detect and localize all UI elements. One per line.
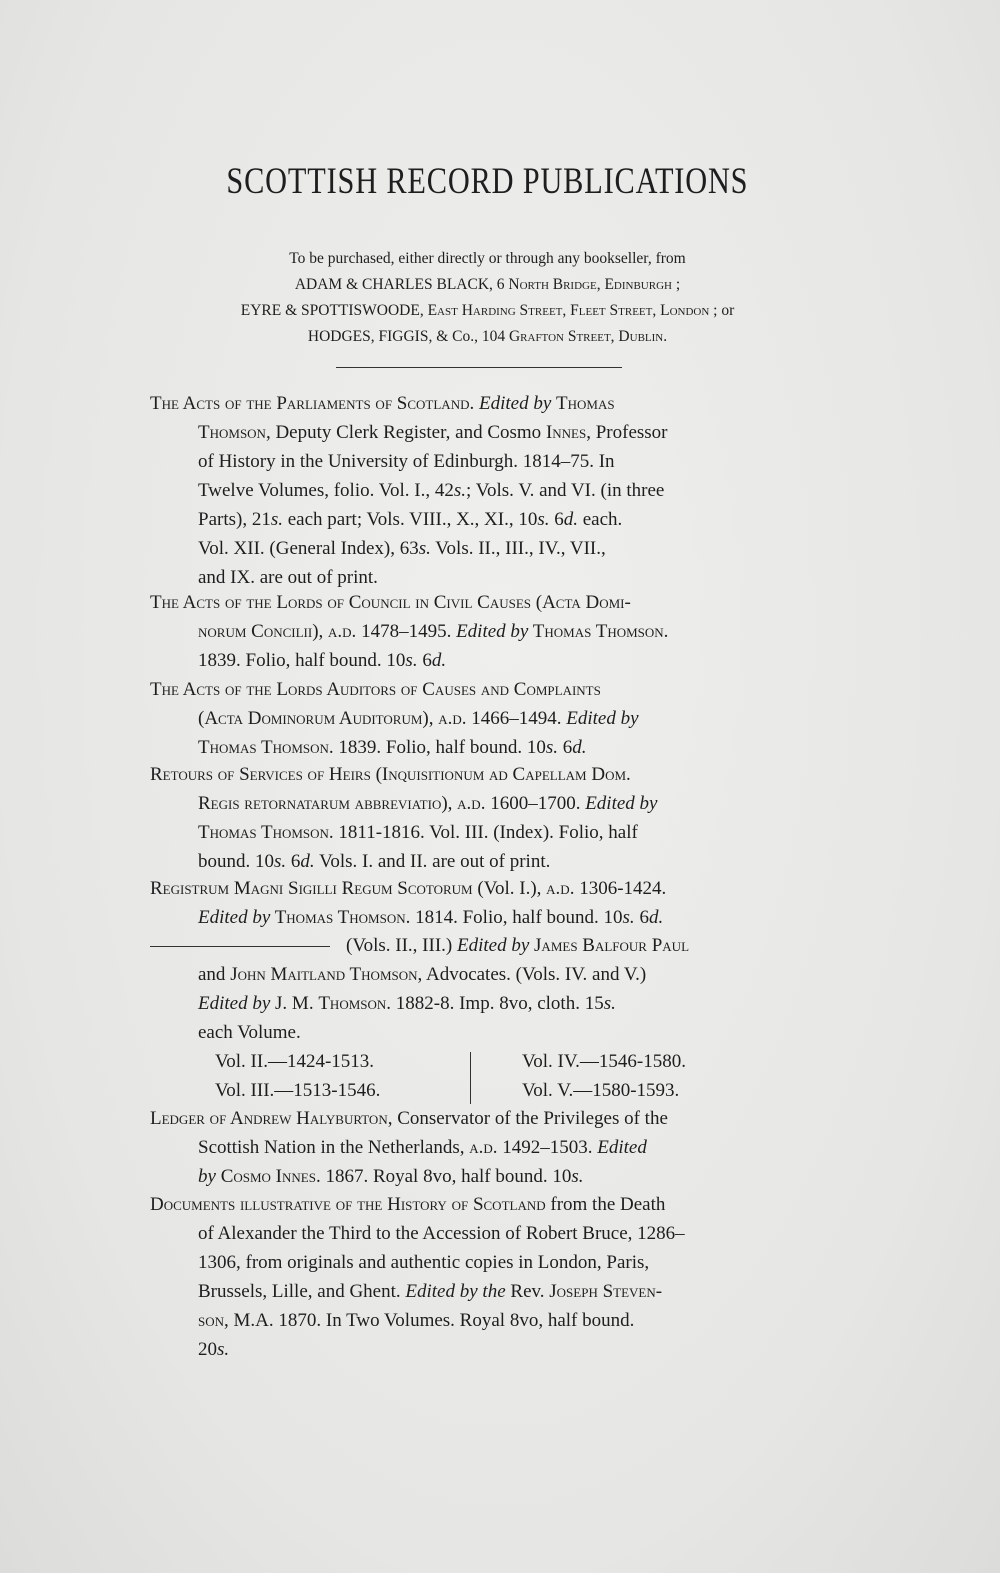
entry-acts-parliaments: The Acts of the Parliaments of Scotland. Edited by Thomas Thomson, Deputy Clerk Register, and Cosmo Innes, Professor of History in the University of Edinburgh. 1814–75. In Twelve Volumes, folio. Vol. I., 42s.; Vols. V. and VI. (in three Parts), 21s. each part; Vols. VIII., X., XI., 10s. 6d. each. Vol. XII. (General Index), 63s. Vols. II., III., IV., VII., and IX. are out of print. xyxy=(150,393,668,588)
entry-registrum: Registrum Magni Sigilli Regum Scotorum (Vol. I.), a.d. 1306-1424. Edited by Thomas Thomson. 1814. Folio, half bound. 10s. 6d. xyxy=(150,878,667,928)
volume-row: Vol. IV.—1546-1580. xyxy=(522,1051,686,1072)
volume-row: Vol. V.—1580-1593. xyxy=(522,1080,680,1101)
entry-registrum-continued: (Vols. II., III.) Edited by James Balfour Paul and John Maitland Thomson, Advocates. (Vols. IV. and V.) Edited by J. M. Thomson. 1882-8. Imp. 8vo, cloth. 15s. each Volume. xyxy=(150,931,795,1047)
volume-row: Vol. II.—1424-1513. xyxy=(215,1051,375,1072)
page-title: SCOTTISH RECORD PUBLICATIONS xyxy=(226,161,749,202)
entry-lords-council: The Acts of the Lords of Council in Civil Causes (Acta Domi- norum Concilii), a.d. 1478–1495. Edited by Thomas Thomson. 1839. Folio, half bound. 10s. 6d. xyxy=(150,592,669,671)
publisher-imprint xyxy=(0,246,975,350)
publisher-hodges: HODGES, FIGGIS, & Co., 104 Grafton Street, Dublin. xyxy=(307,328,668,345)
purchase-line: To be purchased, either directly or through any bookseller, from xyxy=(289,250,686,267)
entry-retours: Retours of Services of Heirs (Inquisitionum ad Capellam Dom. Regis retornatarum abbreviatio), a.d. 1600–1700. Edited by Thomas Thomson. 1811-1816. Vol. III. (Index). Folio, half bound. 10s. 6d. Vols. I. and II. are out of print. xyxy=(150,764,658,872)
entry-lords-auditors: The Acts of the Lords Auditors of Causes and Complaints (Acta Dominorum Auditorum), a.d. 1466–1494. Edited by Thomas Thomson. 1839. Folio, half bound. 10s. 6d. xyxy=(150,679,639,758)
ditto-dash xyxy=(150,946,330,947)
entry-ledger-halyburton: Ledger of Andrew Halyburton, Conservator of the Privileges of the Scottish Nation in the Netherlands, a.d. 1492–1503. Edited by Cosmo Innes. 1867. Royal 8vo, half bound. 10s. xyxy=(150,1108,668,1187)
publisher-black: ADAM & CHARLES BLACK, 6 North Bridge, Edinburgh ; xyxy=(294,276,681,293)
volume-row: Vol. III.—1513-1546. xyxy=(215,1080,381,1101)
publisher-eyre: EYRE & SPOTTISWOODE, East Harding Street, Fleet Street, London ; or xyxy=(240,302,735,319)
entry-documents-illustrative: Documents illustrative of the History of Scotland from the Death of Alexander the Third to the Accession of Robert Bruce, 1286– 1306, from originals and authentic copies in London, Paris, Brussels, Lille, and Ghent. Edited by the Rev. Joseph Steven- son, M.A. 1870. In Two Volumes. Royal 8vo, half bound. 20s. xyxy=(150,1194,685,1360)
divider-rule xyxy=(336,367,622,368)
column-divider xyxy=(470,1052,471,1104)
